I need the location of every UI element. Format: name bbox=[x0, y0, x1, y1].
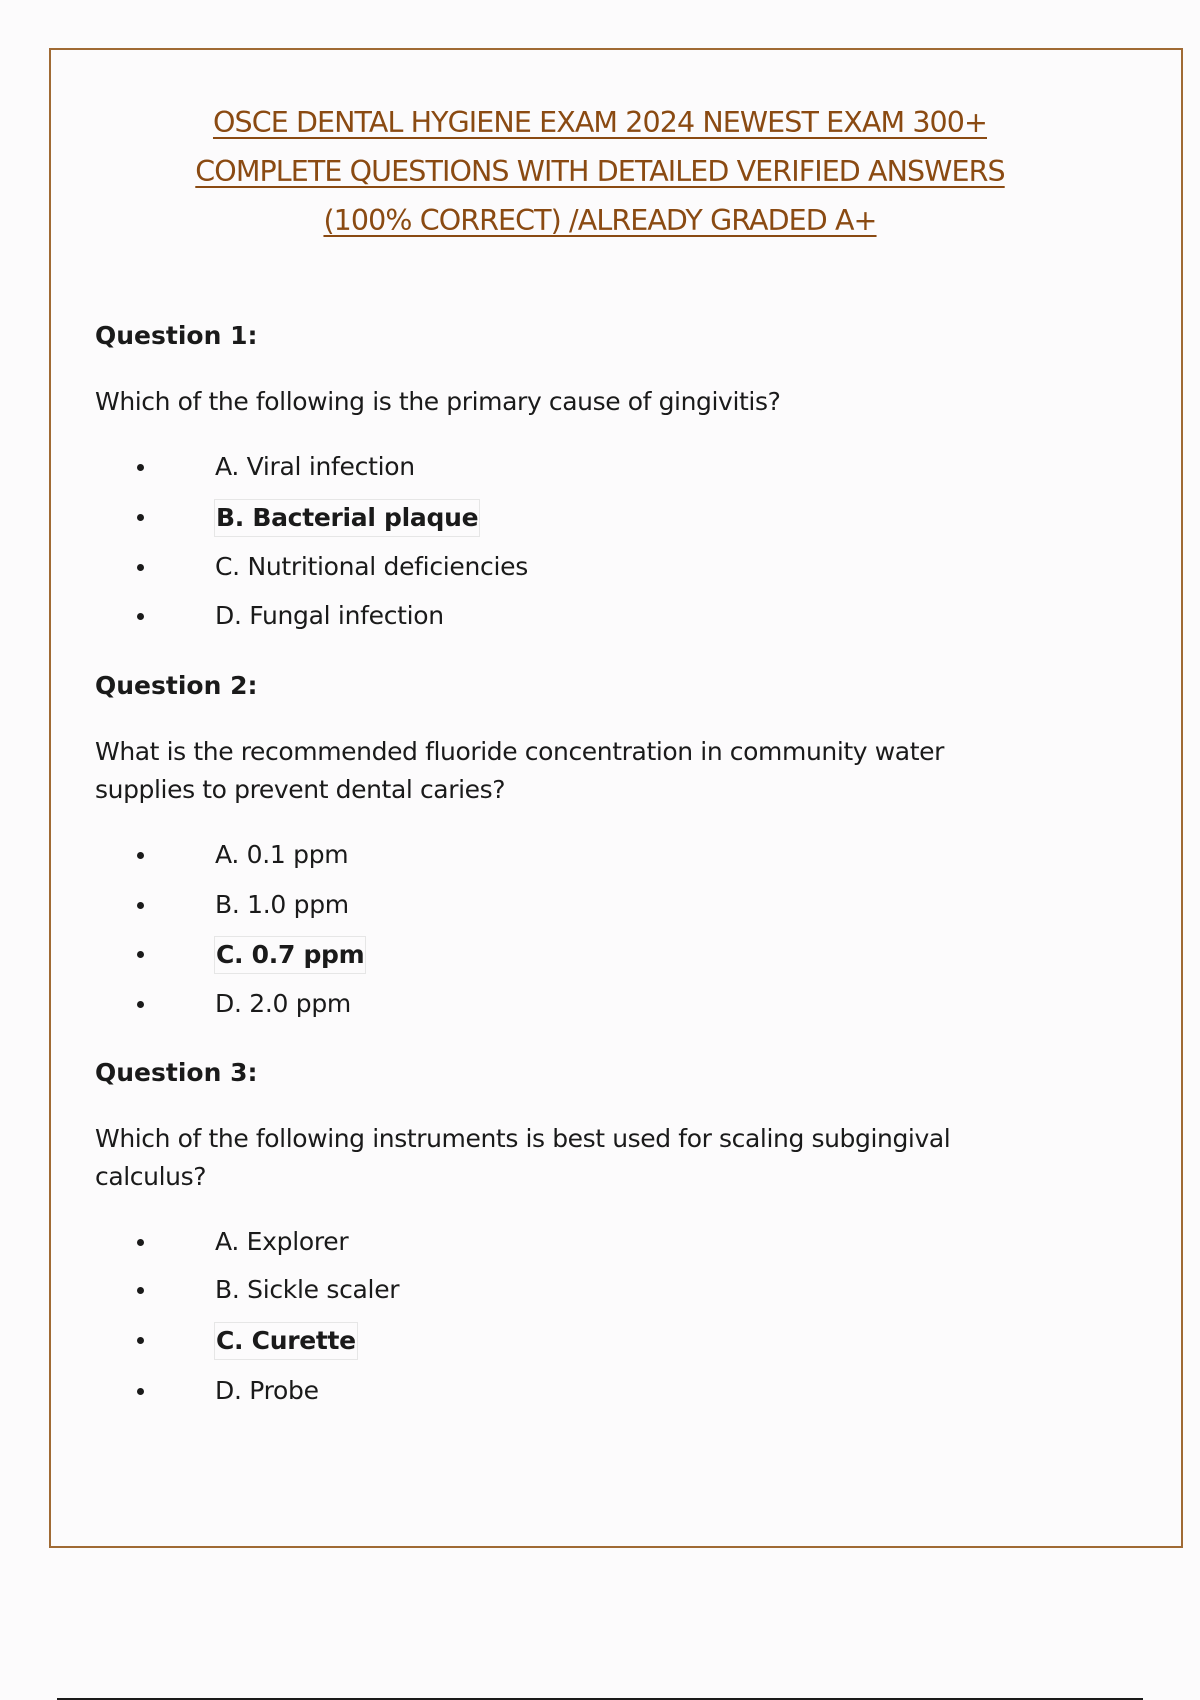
title-line: OSCE DENTAL HYGIENE EXAM 2024 NEWEST EXAM 300+ bbox=[212, 106, 987, 139]
bullet-icon bbox=[137, 951, 144, 958]
bullet-icon bbox=[137, 1001, 144, 1008]
question-text: Which of the following instruments is best used for scaling subgingival calculus? bbox=[95, 1124, 951, 1191]
question-text: What is the recommended fluoride concentration in community water supplies to prevent dental caries? bbox=[95, 737, 944, 804]
option-label: D. Probe bbox=[215, 1376, 319, 1405]
option-label: C. 0.7 ppm bbox=[214, 936, 366, 974]
option-label: B. 1.0 ppm bbox=[215, 890, 349, 919]
bullet-icon bbox=[137, 514, 144, 521]
bullet-icon bbox=[137, 613, 144, 620]
option-label: C. Nutritional deficiencies bbox=[215, 552, 528, 581]
question-heading: Question 3: bbox=[95, 1058, 258, 1087]
option-label: D. Fungal infection bbox=[215, 601, 444, 630]
title-line: COMPLETE QUESTIONS WITH DETAILED VERIFIED ANSWERS bbox=[195, 155, 1005, 188]
option-label: B. Bacterial plaque bbox=[214, 499, 480, 537]
option-label: C. Curette bbox=[214, 1322, 358, 1360]
title-line: (100% CORRECT) /ALREADY GRADED A+ bbox=[323, 204, 877, 237]
bullet-icon bbox=[137, 1239, 144, 1246]
bullet-icon bbox=[137, 1287, 144, 1294]
document-title bbox=[0, 98, 1200, 245]
bullet-icon bbox=[137, 902, 144, 909]
bullet-icon bbox=[137, 852, 144, 859]
option-label: D. 2.0 ppm bbox=[215, 989, 351, 1018]
bullet-icon bbox=[137, 1337, 144, 1344]
bullet-icon bbox=[137, 464, 144, 471]
option-label: B. Sickle scaler bbox=[215, 1275, 400, 1304]
bullet-icon bbox=[137, 1388, 144, 1395]
question-text: Which of the following is the primary cause of gingivitis? bbox=[95, 387, 781, 416]
option-label: A. Explorer bbox=[215, 1227, 349, 1256]
question-heading: Question 2: bbox=[95, 671, 258, 700]
bullet-icon bbox=[137, 564, 144, 571]
option-label: A. Viral infection bbox=[215, 452, 415, 481]
option-label: A. 0.1 ppm bbox=[215, 840, 349, 869]
question-heading: Question 1: bbox=[95, 321, 258, 350]
